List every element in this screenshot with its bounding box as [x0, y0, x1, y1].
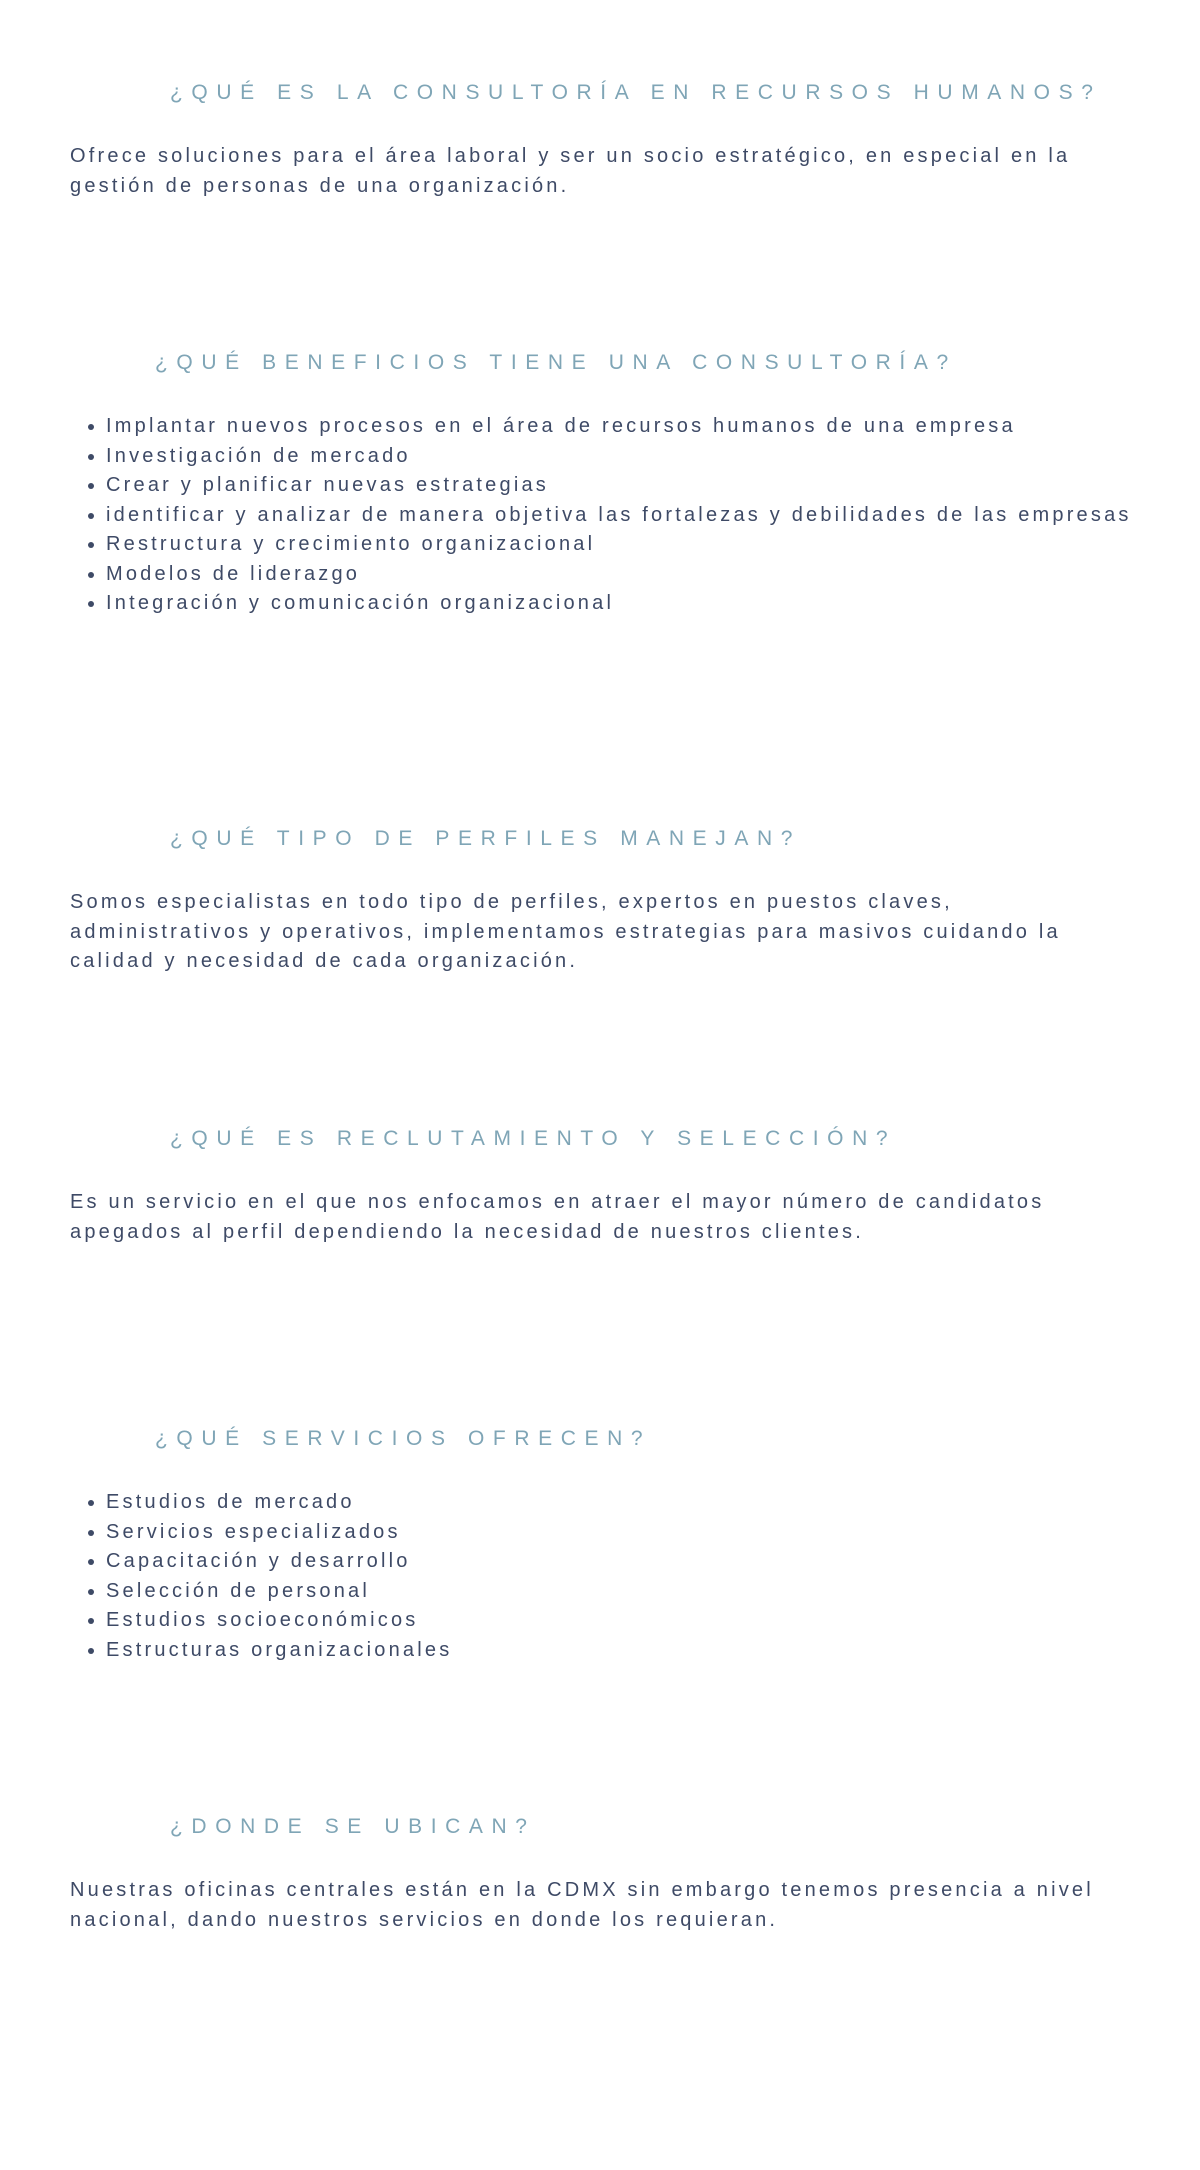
list-item: • Capacitación y desarrollo [106, 1547, 1200, 1577]
faq-answer: Es un servicio en el que nos enfocamos en atraer el mayor número de candidatos apegados al perfil dependiendo la necesidad de nuestros clientes. [70, 1191, 1045, 1243]
faq-section-perfiles [70, 824, 1150, 977]
faq-section-reclutamiento [70, 1124, 1150, 1247]
list-item: • Crear y planificar nuevas estrategias [106, 471, 1200, 501]
benefits-list [70, 412, 1200, 619]
faq-heading: ¿DONDE SE UBICAN? [170, 1815, 536, 1838]
list-item: • Implantar nuevos procesos en el área de recursos humanos de una empresa [106, 412, 1200, 442]
list-item: • Servicios especializados [106, 1518, 1200, 1548]
list-item: • Selección de personal [106, 1577, 1200, 1607]
faq-section-servicios [70, 1424, 1150, 1665]
list-item: • Restructura y crecimiento organizacional [106, 530, 1200, 560]
faq-answer: Nuestras oficinas centrales están en la CDMX sin embargo tenemos presencia a nivel nacional, dando nuestros servicios en donde los requieran. [70, 1879, 1094, 1931]
faq-section-consultoria [70, 78, 1150, 201]
list-item: • Investigación de mercado [106, 442, 1200, 472]
list-item: • identificar y analizar de manera objetiva las fortalezas y debilidades de las empresas [106, 501, 1200, 531]
list-item: • Estructuras organizacionales [106, 1636, 1200, 1666]
list-item: • Modelos de liderazgo [106, 560, 1200, 590]
faq-section-beneficios [70, 348, 1150, 619]
faq-heading: ¿QUÉ SERVICIOS OFRECEN? [155, 1427, 652, 1450]
list-item: • Estudios de mercado [106, 1488, 1200, 1518]
faq-answer: Somos especialistas en todo tipo de perfiles, expertos en puestos claves, administrativos y operativos, implementamos estrategias para masivos cuidando la calidad y necesidad de cada organización. [70, 891, 1061, 972]
faq-answer: Ofrece soluciones para el área laboral y ser un socio estratégico, en especial en la gestión de personas de una organización. [70, 145, 1071, 197]
list-item: • Estudios socioeconómicos [106, 1606, 1200, 1636]
services-list [70, 1488, 1200, 1665]
faq-section-ubicacion [70, 1812, 1150, 1935]
faq-heading: ¿QUÉ ES LA CONSULTORÍA EN RECURSOS HUMANOS? [170, 81, 1102, 104]
list-item: • Integración y comunicación organizacional [106, 589, 1200, 619]
faq-heading: ¿QUÉ ES RECLUTAMIENTO Y SELECCIÓN? [170, 1127, 897, 1150]
faq-heading: ¿QUÉ BENEFICIOS TIENE UNA CONSULTORÍA? [155, 351, 957, 374]
faq-heading: ¿QUÉ TIPO DE PERFILES MANEJAN? [170, 827, 802, 850]
